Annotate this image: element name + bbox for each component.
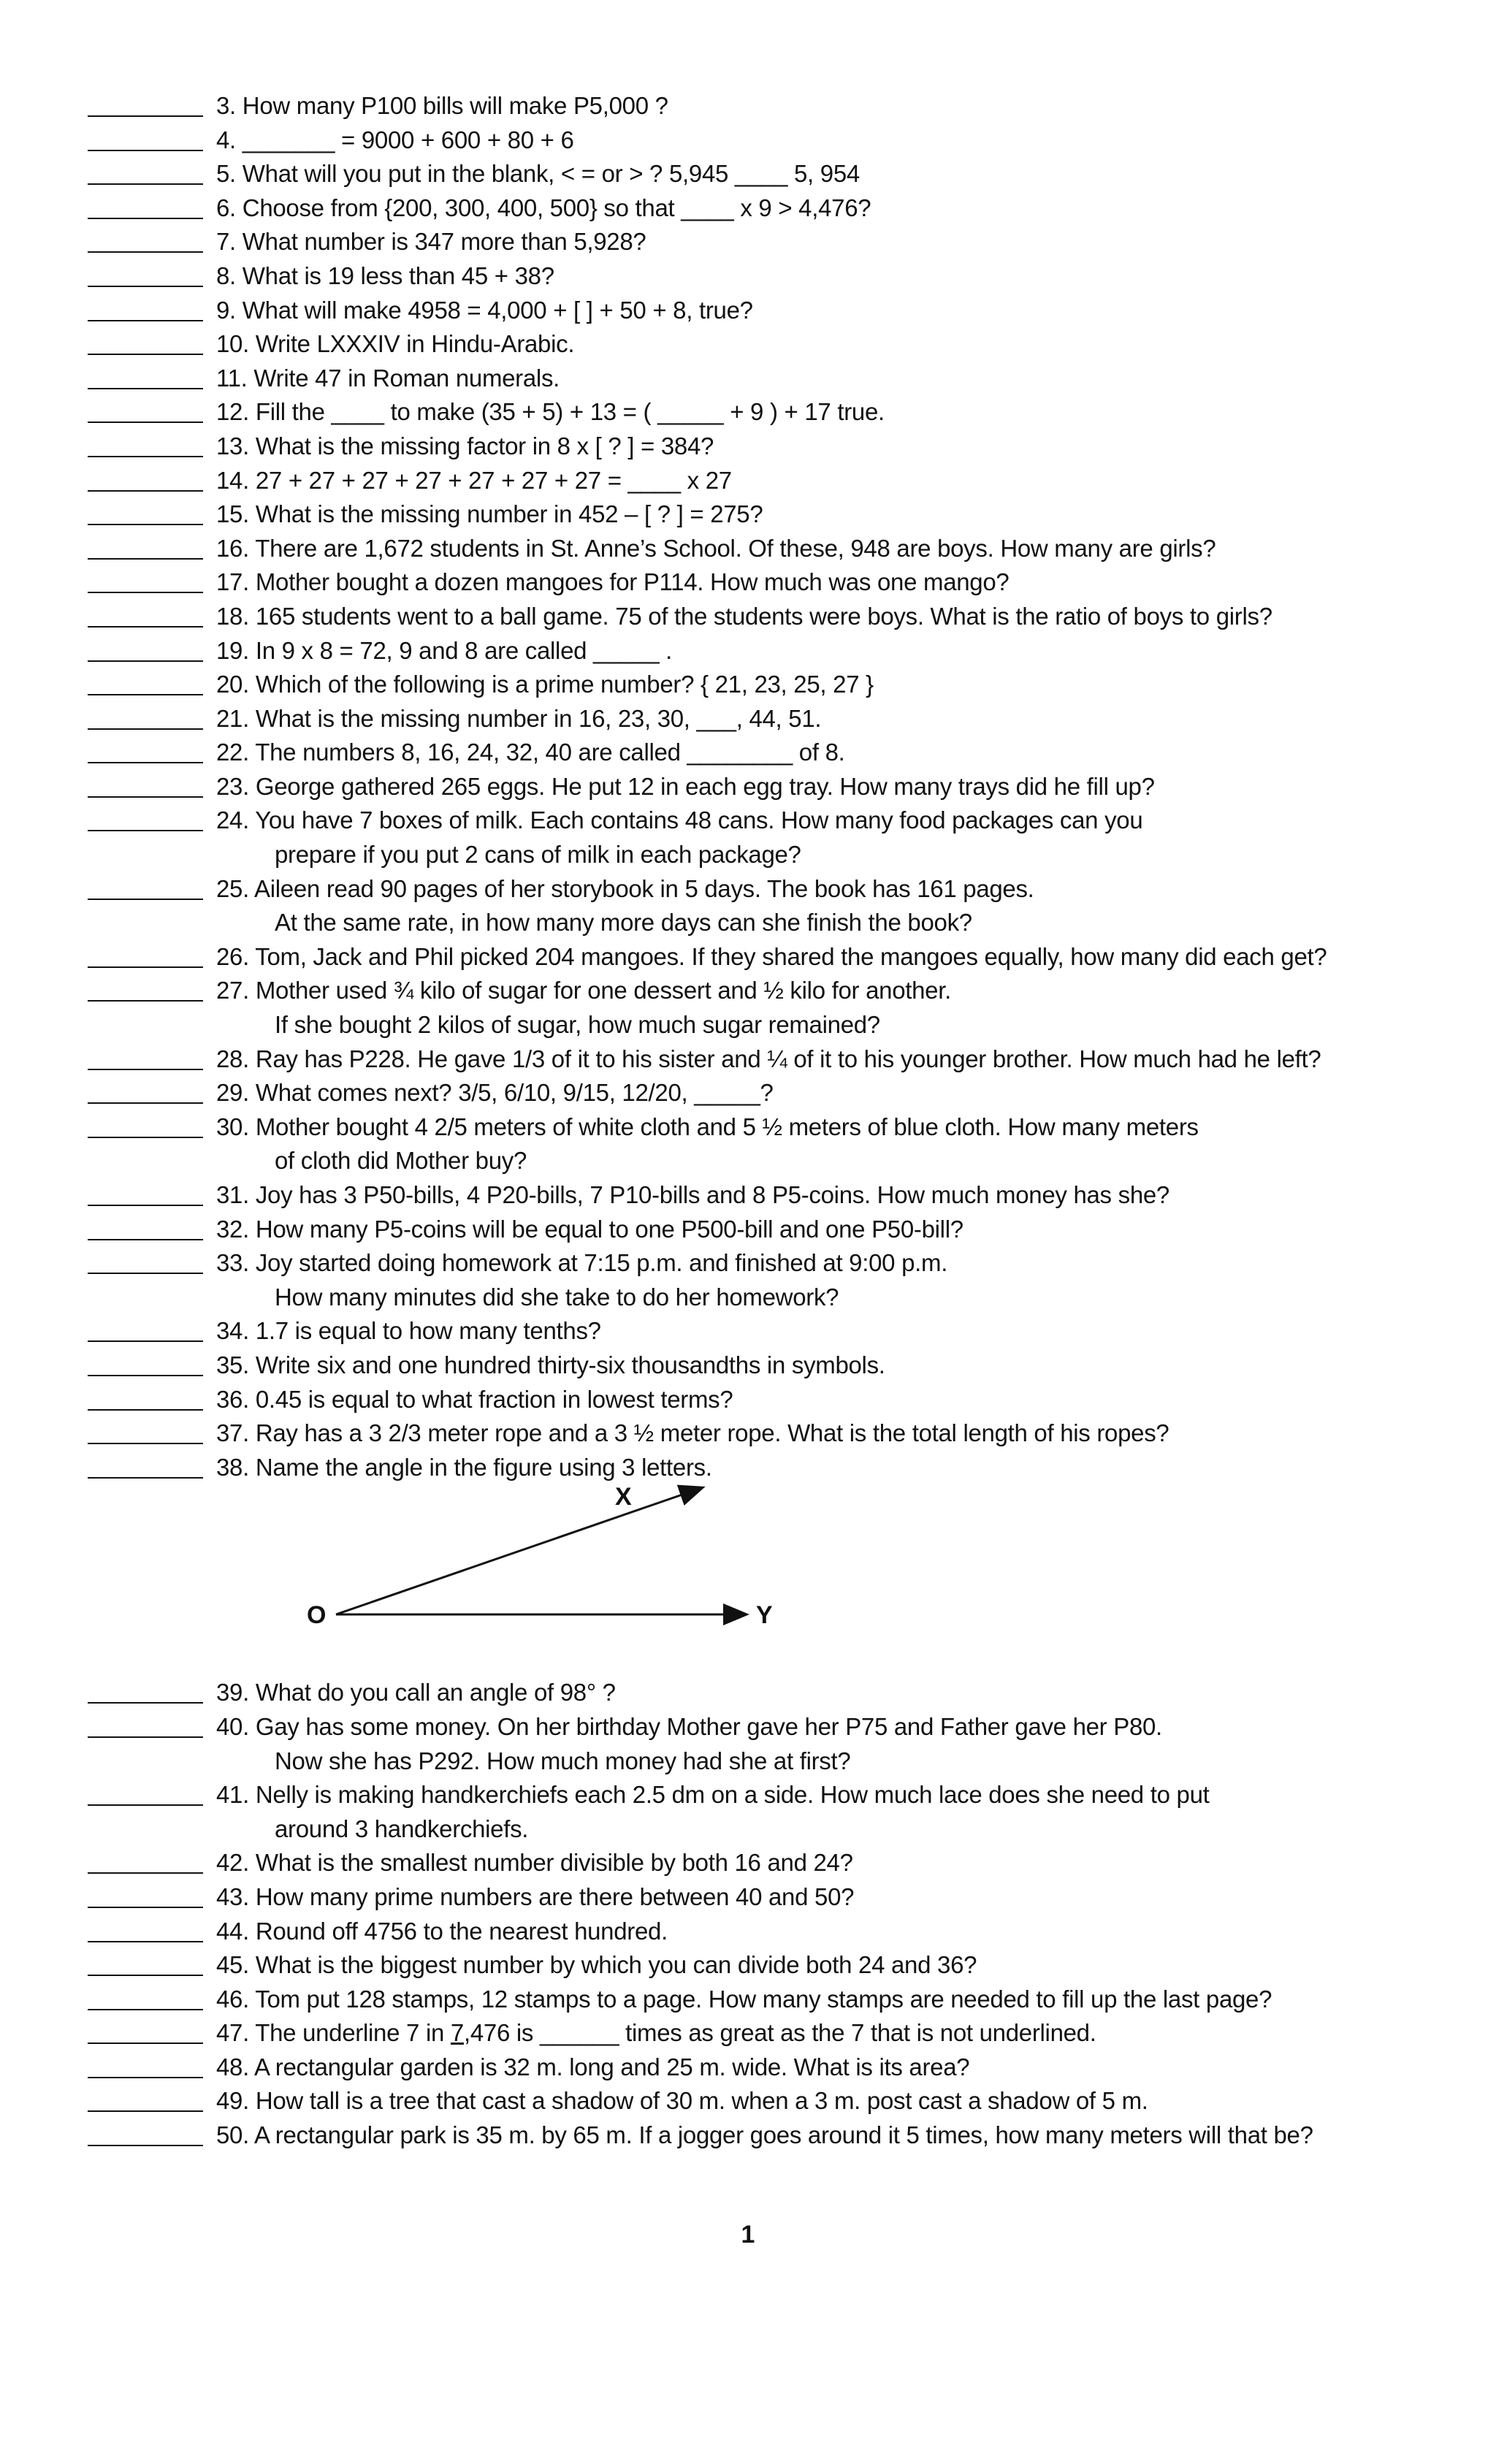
question-text: 27. Mother used ¾ kilo of sugar for one dessert and ½ kilo for another. bbox=[216, 977, 951, 1004]
question-group-1 bbox=[88, 89, 1461, 1484]
question-text: 14. 27 + 27 + 27 + 27 + 27 + 27 + 27 = ____ x 27 bbox=[216, 466, 732, 494]
question-text: 5. What will you put in the blank, < = or > ? 5,945 ____ 5, 954 bbox=[216, 160, 860, 188]
question-text: 17. Mother bought a dozen mangoes for P114. How much was one mango? bbox=[216, 568, 1010, 596]
question-item bbox=[88, 1213, 1461, 1247]
question-item bbox=[88, 1416, 1461, 1451]
question-item bbox=[88, 294, 1461, 328]
question-item bbox=[88, 362, 1461, 396]
question-item bbox=[88, 1246, 1461, 1281]
answer-blank[interactable] bbox=[88, 259, 203, 287]
answer-blank[interactable] bbox=[88, 1778, 203, 1806]
question-item bbox=[88, 702, 1461, 736]
answer-blank[interactable] bbox=[88, 600, 203, 628]
question-item bbox=[88, 327, 1461, 362]
question-item bbox=[88, 1076, 1461, 1110]
question-text: 16. There are 1,672 students in St. Anne’s School. Of these, 948 are boys. How many are girls? bbox=[216, 534, 1216, 562]
answer-blank[interactable] bbox=[88, 2016, 203, 2044]
question-text: 3. How many P100 bills will make P5,000 ? bbox=[216, 92, 668, 119]
question-text: 31. Joy has 3 P50-bills, 4 P20-bills, 7 P10-bills and 8 P5-coins. How much money has she? bbox=[216, 1181, 1169, 1208]
question-text: 13. What is the missing factor in 8 x [ ? ] = 384? bbox=[216, 432, 714, 459]
question-text: 38. Name the angle in the figure using 3 letters. bbox=[216, 1453, 712, 1481]
answer-blank[interactable] bbox=[88, 668, 203, 695]
question-continuation bbox=[88, 1812, 1461, 1847]
question-group-2 bbox=[88, 1676, 1461, 2152]
question-list bbox=[88, 89, 1461, 2153]
question-text: 21. What is the missing number in 16, 23, 30, ___, 44, 51. bbox=[216, 704, 822, 732]
answer-blank[interactable] bbox=[88, 940, 203, 968]
question-continuation bbox=[88, 906, 1461, 940]
answer-blank[interactable] bbox=[88, 1314, 203, 1342]
question-continuation bbox=[88, 1744, 1461, 1779]
answer-blank[interactable] bbox=[88, 1451, 203, 1479]
question-text: At the same rate, in how many more days can she finish the book? bbox=[275, 909, 972, 937]
answer-blank[interactable] bbox=[88, 634, 203, 662]
answer-blank[interactable] bbox=[88, 1110, 203, 1138]
question-item bbox=[88, 804, 1461, 838]
question-item bbox=[88, 600, 1461, 634]
question-item bbox=[88, 395, 1461, 430]
question-text: 18. 165 students went to a ball game. 75 of the students were boys. What is the ratio of boys to girls? bbox=[216, 602, 1272, 630]
ray-ox bbox=[336, 1488, 701, 1614]
answer-blank[interactable] bbox=[88, 362, 203, 389]
answer-blank[interactable] bbox=[88, 464, 203, 492]
answer-blank[interactable] bbox=[88, 2084, 203, 2112]
question-item bbox=[88, 770, 1461, 804]
question-text: 20. Which of the following is a prime number? { 21, 23, 25, 27 } bbox=[216, 671, 874, 698]
question-continuation bbox=[88, 1144, 1461, 1178]
answer-blank[interactable] bbox=[88, 191, 203, 219]
question-text: 50. A rectangular park is 35 m. by 65 m. If a jogger goes around it 5 times, how many meters will that be? bbox=[216, 2121, 1313, 2149]
question-text: 25. Aileen read 90 pages of her storybook in 5 days. The book has 161 pages. bbox=[216, 874, 1034, 902]
page-number: 1 bbox=[741, 2221, 755, 2249]
answer-blank[interactable] bbox=[88, 532, 203, 560]
question-text: 49. How tall is a tree that cast a shadow of 30 m. when a 3 m. post cast a shadow of 5 m. bbox=[216, 2087, 1148, 2115]
answer-blank[interactable] bbox=[88, 770, 203, 798]
question-item bbox=[88, 634, 1461, 668]
question-item bbox=[88, 191, 1461, 226]
question-continuation bbox=[88, 838, 1461, 872]
answer-blank[interactable] bbox=[88, 1042, 203, 1070]
question-item bbox=[88, 872, 1461, 907]
question-text: 23. George gathered 265 eggs. He put 12 in each egg tray. How many trays did he fill up? bbox=[216, 772, 1155, 800]
question-item bbox=[88, 157, 1461, 191]
label-x: X bbox=[615, 1483, 632, 1511]
question-item bbox=[88, 532, 1461, 566]
answer-blank[interactable] bbox=[88, 1246, 203, 1274]
answer-blank[interactable] bbox=[88, 1880, 203, 1908]
question-item bbox=[88, 497, 1461, 532]
answer-blank[interactable] bbox=[88, 1710, 203, 1738]
question-text: 6. Choose from {200, 300, 400, 500} so that ____ x 9 > 4,476? bbox=[216, 194, 871, 221]
question-item bbox=[88, 565, 1461, 600]
question-item bbox=[88, 1983, 1461, 2017]
question-text: 43. How many prime numbers are there between 40 and 50? bbox=[216, 1883, 855, 1910]
answer-blank[interactable] bbox=[88, 974, 203, 1002]
question-item bbox=[88, 1778, 1461, 1812]
question-item bbox=[88, 1915, 1461, 1949]
question-text: 32. How many P5-coins will be equal to one P500-bill and one P50-bill? bbox=[216, 1215, 963, 1243]
question-text: 12. Fill the ____ to make (35 + 5) + 13 = ( _____ + 9 ) + 17 true. bbox=[216, 398, 885, 426]
question-item bbox=[88, 2016, 1461, 2051]
answer-blank[interactable] bbox=[88, 294, 203, 321]
question-item bbox=[88, 1349, 1461, 1383]
question-text: 29. What comes next? 3/5, 6/10, 9/15, 12/20, _____? bbox=[216, 1079, 774, 1107]
question-item bbox=[88, 225, 1461, 259]
question-item bbox=[88, 89, 1461, 123]
answer-blank[interactable] bbox=[88, 1416, 203, 1444]
question-item bbox=[88, 2051, 1461, 2085]
question-text: 26. Tom, Jack and Phil picked 204 mangoes. If they shared the mangoes equally, how many did each get? bbox=[216, 942, 1327, 970]
answer-blank[interactable] bbox=[88, 430, 203, 457]
answer-blank[interactable] bbox=[88, 1349, 203, 1376]
answer-blank[interactable] bbox=[88, 1983, 203, 2010]
answer-blank[interactable] bbox=[88, 1915, 203, 1942]
answer-blank[interactable] bbox=[88, 157, 203, 185]
answer-blank[interactable] bbox=[88, 1948, 203, 1976]
question-text: 33. Joy started doing homework at 7:15 p.m. and finished at 9:00 p.m. bbox=[216, 1249, 948, 1277]
question-item bbox=[88, 1710, 1461, 1744]
question-item bbox=[88, 464, 1461, 498]
answer-blank[interactable] bbox=[88, 123, 203, 151]
angle-diagram bbox=[88, 1484, 891, 1676]
answer-blank[interactable] bbox=[88, 565, 203, 593]
question-item bbox=[88, 668, 1461, 702]
question-item bbox=[88, 736, 1461, 770]
question-item bbox=[88, 1110, 1461, 1145]
question-text: 15. What is the missing number in 452 – [ ? ] = 275? bbox=[216, 500, 763, 528]
question-text: If she bought 2 kilos of sugar, how much sugar remained? bbox=[275, 1011, 880, 1039]
question-text: 35. Write six and one hundred thirty-six thousandths in symbols. bbox=[216, 1351, 885, 1378]
answer-blank[interactable] bbox=[88, 1846, 203, 1874]
question-text: prepare if you put 2 cans of milk in each package? bbox=[275, 841, 801, 869]
answer-blank[interactable] bbox=[88, 1213, 203, 1240]
answer-blank[interactable] bbox=[88, 872, 203, 900]
question-item bbox=[88, 1178, 1461, 1213]
question-text: Now she has P292. How much money had she at first? bbox=[275, 1747, 851, 1774]
question-text: 44. Round off 4756 to the nearest hundred. bbox=[216, 1917, 668, 1945]
question-item bbox=[88, 2118, 1461, 2153]
question-text: 37. Ray has a 3 2/3 meter rope and a 3 ½ meter rope. What is the total length of his ropes? bbox=[216, 1419, 1169, 1447]
question-item bbox=[88, 1676, 1461, 1710]
question-item bbox=[88, 430, 1461, 464]
answer-blank[interactable] bbox=[88, 395, 203, 423]
underlined-digit: 7 bbox=[450, 2019, 464, 2047]
question-item bbox=[88, 1042, 1461, 1077]
question-item bbox=[88, 1948, 1461, 1983]
answer-blank[interactable] bbox=[88, 1383, 203, 1411]
question-text: around 3 handkerchiefs. bbox=[275, 1815, 529, 1842]
question-item bbox=[88, 974, 1461, 1008]
label-y: Y bbox=[756, 1601, 773, 1630]
answer-blank[interactable] bbox=[88, 804, 203, 831]
answer-blank[interactable] bbox=[88, 89, 203, 117]
question-text: 39. What do you call an angle of 98° ? bbox=[216, 1679, 616, 1706]
answer-blank[interactable] bbox=[88, 736, 203, 763]
answer-blank[interactable] bbox=[88, 1076, 203, 1104]
question-item bbox=[88, 1846, 1461, 1880]
question-text: 45. What is the biggest number by which you can divide both 24 and 36? bbox=[216, 1951, 977, 1979]
question-item bbox=[88, 1880, 1461, 1915]
answer-blank[interactable] bbox=[88, 702, 203, 730]
question-text: 46. Tom put 128 stamps, 12 stamps to a page. How many stamps are needed to fill up the last page? bbox=[216, 1985, 1272, 2013]
question-text: 47. The underline 7 in 7,476 is ______ times as great as the 7 that is not underlined. bbox=[216, 2019, 1096, 2047]
question-item bbox=[88, 1383, 1461, 1417]
question-continuation bbox=[88, 1008, 1461, 1042]
question-item bbox=[88, 1314, 1461, 1349]
question-text: 40. Gay has some money. On her birthday Mother gave her P75 and Father gave her P80. bbox=[216, 1712, 1162, 1740]
question-item bbox=[88, 2084, 1461, 2118]
question-text: 7. What number is 347 more than 5,928? bbox=[216, 228, 646, 256]
question-text: 48. A rectangular garden is 32 m. long and 25 m. wide. What is its area? bbox=[216, 2053, 970, 2080]
question-text: 9. What will make 4958 = 4,000 + [ ] + 50 + 8, true? bbox=[216, 296, 753, 324]
angle-figure bbox=[88, 1484, 1461, 1676]
question-text: 42. What is the smallest number divisible by both 16 and 24? bbox=[216, 1849, 853, 1877]
answer-blank[interactable] bbox=[88, 497, 203, 525]
question-text: 28. Ray has P228. He gave 1/3 of it to his sister and ¼ of it to his younger brother. How much had he left? bbox=[216, 1045, 1321, 1072]
question-continuation bbox=[88, 1281, 1461, 1315]
question-item bbox=[88, 1451, 1461, 1485]
question-text: 22. The numbers 8, 16, 24, 32, 40 are called ________ of 8. bbox=[216, 739, 845, 766]
question-text: 36. 0.45 is equal to what fraction in lowest terms? bbox=[216, 1385, 733, 1413]
question-text: How many minutes did she take to do her homework? bbox=[275, 1283, 839, 1311]
question-text: 8. What is 19 less than 45 + 38? bbox=[216, 262, 554, 289]
question-text: 19. In 9 x 8 = 72, 9 and 8 are called _____ . bbox=[216, 636, 673, 664]
question-text: 41. Nelly is making handkerchiefs each 2.5 dm on a side. How much lace does she need to put bbox=[216, 1781, 1210, 1809]
question-text: 10. Write LXXXIV in Hindu-Arabic. bbox=[216, 330, 575, 358]
answer-blank[interactable] bbox=[88, 2051, 203, 2078]
question-text: 11. Write 47 in Roman numerals. bbox=[216, 364, 560, 392]
question-item bbox=[88, 123, 1461, 158]
question-item bbox=[88, 259, 1461, 294]
answer-blank[interactable] bbox=[88, 1178, 203, 1206]
question-item bbox=[88, 940, 1461, 974]
answer-blank[interactable] bbox=[88, 1676, 203, 1704]
answer-blank[interactable] bbox=[88, 2118, 203, 2146]
question-text: 34. 1.7 is equal to how many tenths? bbox=[216, 1317, 601, 1345]
question-text: 24. You have 7 boxes of milk. Each contains 48 cans. How many food packages can you bbox=[216, 806, 1143, 834]
question-text: 30. Mother bought 4 2/5 meters of white cloth and 5 ½ meters of blue cloth. How many meters bbox=[216, 1113, 1199, 1140]
question-text: 4. _______ = 9000 + 600 + 80 + 6 bbox=[216, 126, 574, 153]
answer-blank[interactable] bbox=[88, 327, 203, 355]
question-text: of cloth did Mother buy? bbox=[275, 1147, 527, 1175]
answer-blank[interactable] bbox=[88, 225, 203, 253]
label-o: O bbox=[307, 1601, 327, 1630]
